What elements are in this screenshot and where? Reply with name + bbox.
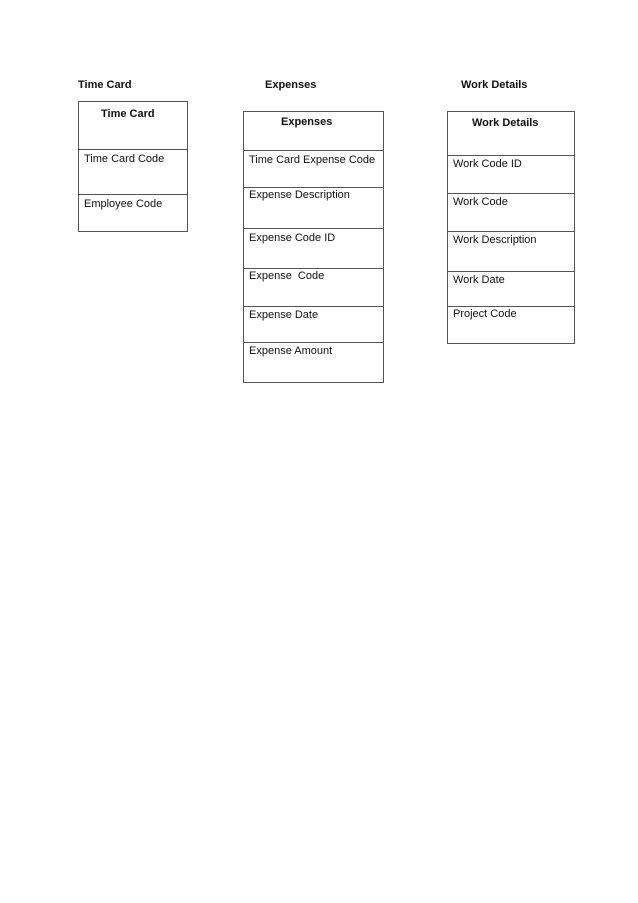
expenses-row [244,268,383,306]
heading-work-details: Work Details [461,79,528,91]
expenses-row [244,228,383,268]
expenses-row [244,187,383,228]
work-details-header [448,112,574,155]
work-details-row-label: Work Description [453,234,537,246]
expenses-row-label: Expense Date [249,309,319,321]
expenses-header [244,112,383,150]
expenses-row-label: Expense Description [249,189,350,201]
expenses-row-label: Time Card Expense Code [249,154,376,166]
expenses-row-label: Expense Code ID [249,232,336,244]
time-card-header-label: Time Card [101,108,155,120]
work-details-header-label: Work Details [472,117,539,129]
work-details-row [448,193,574,231]
time-card-row-label: Employee Code [84,198,163,210]
expenses-row [244,306,383,342]
work-details-row-label: Work Code ID [453,158,522,170]
expenses-row [244,150,383,187]
work-details-row-label: Work Code [453,196,508,208]
time-card-row-label: Time Card Code [84,153,165,165]
work-details-row [448,306,574,343]
expenses-row-label: Expense Code [249,270,325,282]
heading-expenses: Expenses [265,79,317,91]
time-card-table [78,101,188,232]
work-details-row [448,271,574,306]
work-details-row [448,155,574,193]
time-card-header [79,102,187,149]
work-details-table [447,111,575,344]
work-details-row [448,231,574,271]
expenses-header-label: Expenses [281,116,333,128]
expenses-table [243,111,384,383]
work-details-row-label: Work Date [453,274,505,286]
expenses-row [244,342,383,382]
heading-time-card: Time Card [78,79,132,91]
time-card-row [79,194,187,231]
expenses-row-label: Expense Amount [249,345,333,357]
work-details-row-label: Project Code [453,308,517,320]
time-card-row [79,149,187,194]
